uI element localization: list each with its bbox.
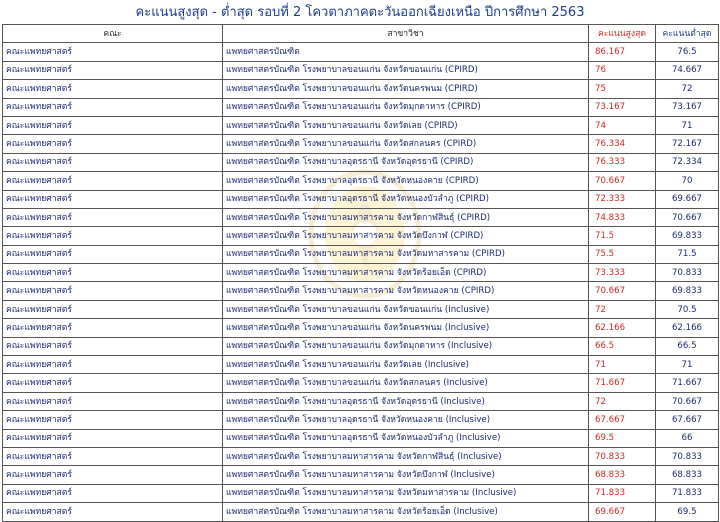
min-score-cell: 70 [656,172,719,190]
table-row [3,245,719,263]
program-cell: แพทยศาสตรบัณฑิต โรงพยาบาลอุดรธานี จังหวัดหนองคาย (Inclusive) [223,411,589,429]
program-cell: แพทยศาสตรบัณฑิต โรงพยาบาลขอนแก่น จังหวัดสกลนคร (CPIRD) [223,135,589,153]
table-row [3,447,719,465]
max-score-cell: 74 [589,116,656,134]
faculty-cell: คณะแพทยศาสตร์ [3,319,223,337]
min-score-cell: 68.833 [656,466,719,484]
faculty-cell: คณะแพทยศาสตร์ [3,43,223,61]
max-score-cell: 75 [589,80,656,98]
faculty-cell: คณะแพทยศาสตร์ [3,153,223,171]
faculty-cell: คณะแพทยศาสตร์ [3,503,223,521]
min-score-cell: 71.5 [656,245,719,263]
program-cell: แพทยศาสตรบัณฑิต โรงพยาบาลมหาสารคาม จังหวัดร้อยเอ็ด (Inclusive) [223,503,589,521]
table-row [3,411,719,429]
faculty-cell: คณะแพทยศาสตร์ [3,282,223,300]
min-score-cell: 74.667 [656,61,719,79]
max-score-cell: 71.667 [589,374,656,392]
min-score-cell: 69.5 [656,503,719,521]
table-row [3,337,719,355]
faculty-cell: คณะแพทยศาสตร์ [3,135,223,153]
faculty-cell: คณะแพทยศาสตร์ [3,447,223,465]
min-score-cell: 62.166 [656,319,719,337]
max-score-cell: 62.166 [589,319,656,337]
faculty-cell: คณะแพทยศาสตร์ [3,172,223,190]
table-row [3,172,719,190]
max-score-cell: 76.333 [589,153,656,171]
max-score-cell: 73.333 [589,264,656,282]
min-score-cell: 70.5 [656,300,719,318]
table-row [3,227,719,245]
program-cell: แพทยศาสตรบัณฑิต โรงพยาบาลขอนแก่น จังหวัดขอนแก่น (CPIRD) [223,61,589,79]
table-row [3,503,719,521]
table-row [3,153,719,171]
table-row [3,61,719,79]
header-faculty: คณะ [3,25,223,43]
table-row [3,392,719,410]
table-row [3,429,719,447]
min-score-cell: 76.5 [656,43,719,61]
max-score-cell: 66.5 [589,337,656,355]
program-cell: แพทยศาสตรบัณฑิต โรงพยาบาลขอนแก่น จังหวัดนครพนม (CPIRD) [223,80,589,98]
table-row [3,116,719,134]
table-row [3,135,719,153]
page-title: คะแนนสูงสุด - ต่ำสุด รอบที่ 2 โควตาภาคตะวันออกเฉียงเหนือ ปีการศึกษา 2563 [135,5,585,20]
min-score-cell: 66.5 [656,337,719,355]
max-score-cell: 70.667 [589,282,656,300]
program-cell: แพทยศาสตรบัณฑิต โรงพยาบาลขอนแก่น จังหวัดมุกดาหาร (CPIRD) [223,98,589,116]
program-cell: แพทยศาสตรบัณฑิต โรงพยาบาลอุดรธานี จังหวัดอุดรธานี (CPIRD) [223,153,589,171]
table-row [3,80,719,98]
max-score-cell: 68.833 [589,466,656,484]
table-row [3,282,719,300]
program-cell: แพทยศาสตรบัณฑิต โรงพยาบาลขอนแก่น จังหวัดเลย (CPIRD) [223,116,589,134]
table-header-row [3,25,719,43]
faculty-cell: คณะแพทยศาสตร์ [3,300,223,318]
min-score-cell: 71.667 [656,374,719,392]
faculty-cell: คณะแพทยศาสตร์ [3,98,223,116]
faculty-cell: คณะแพทยศาสตร์ [3,337,223,355]
max-score-cell: 70.667 [589,172,656,190]
program-cell: แพทยศาสตรบัณฑิต โรงพยาบาลมหาสารคาม จังหวัดมหาสารคาม (Inclusive) [223,484,589,502]
max-score-cell: 75.5 [589,245,656,263]
min-score-cell: 72.334 [656,153,719,171]
program-cell: แพทยศาสตรบัณฑิต โรงพยาบาลอุดรธานี จังหวัดหนองคาย (CPIRD) [223,172,589,190]
program-cell: แพทยศาสตรบัณฑิต [223,43,589,61]
program-cell: แพทยศาสตรบัณฑิต โรงพยาบาลอุดรธานี จังหวัดอุดรธานี (Inclusive) [223,392,589,410]
max-score-cell: 69.5 [589,429,656,447]
program-cell: แพทยศาสตรบัณฑิต โรงพยาบาลมหาสารคาม จังหวัดมหาสารคาม (CPIRD) [223,245,589,263]
program-cell: แพทยศาสตรบัณฑิต โรงพยาบาลมหาสารคาม จังหวัดหนองคาย (CPIRD) [223,282,589,300]
max-score-cell: 73.167 [589,98,656,116]
program-cell: แพทยศาสตรบัณฑิต โรงพยาบาลมหาสารคาม จังหวัดกาฬสินธุ์ (Inclusive) [223,447,589,465]
max-score-cell: 72 [589,392,656,410]
header-max-score: คะแนนสูงสุด [589,25,656,43]
header-program: สาขาวิชา [223,25,589,43]
min-score-cell: 72.167 [656,135,719,153]
faculty-cell: คณะแพทยศาสตร์ [3,484,223,502]
table-row [3,264,719,282]
table-row [3,190,719,208]
faculty-cell: คณะแพทยศาสตร์ [3,116,223,134]
max-score-cell: 72 [589,300,656,318]
program-cell: แพทยศาสตรบัณฑิต โรงพยาบาลมหาสารคาม จังหวัดบึงกาฬ (CPIRD) [223,227,589,245]
table-row [3,208,719,226]
table-row [3,98,719,116]
max-score-cell: 71.5 [589,227,656,245]
table-row [3,43,719,61]
faculty-cell: คณะแพทยศาสตร์ [3,374,223,392]
faculty-cell: คณะแพทยศาสตร์ [3,245,223,263]
min-score-cell: 69.833 [656,282,719,300]
min-score-cell: 69.833 [656,227,719,245]
program-cell: แพทยศาสตรบัณฑิต โรงพยาบาลขอนแก่น จังหวัดนครพนม (Inclusive) [223,319,589,337]
max-score-cell: 69.667 [589,503,656,521]
faculty-cell: คณะแพทยศาสตร์ [3,61,223,79]
header-min-score: คะแนนต่ำสุด [656,25,719,43]
program-cell: แพทยศาสตรบัณฑิต โรงพยาบาลมหาสารคาม จังหวัดกาฬสินธุ์ (CPIRD) [223,208,589,226]
max-score-cell: 76.334 [589,135,656,153]
program-cell: แพทยศาสตรบัณฑิต โรงพยาบาลอุดรธานี จังหวัดหนองบัวลำภู (Inclusive) [223,429,589,447]
min-score-cell: 71 [656,116,719,134]
faculty-cell: คณะแพทยศาสตร์ [3,392,223,410]
program-cell: แพทยศาสตรบัณฑิต โรงพยาบาลมหาสารคาม จังหวัดบึงกาฬ (Inclusive) [223,466,589,484]
score-table [2,24,719,522]
program-cell: แพทยศาสตรบัณฑิต โรงพยาบาลขอนแก่น จังหวัดมุกดาหาร (Inclusive) [223,337,589,355]
max-score-cell: 71.833 [589,484,656,502]
min-score-cell: 70.833 [656,447,719,465]
min-score-cell: 71 [656,356,719,374]
faculty-cell: คณะแพทยศาสตร์ [3,356,223,374]
max-score-cell: 72.333 [589,190,656,208]
min-score-cell: 70.833 [656,264,719,282]
program-cell: แพทยศาสตรบัณฑิต โรงพยาบาลขอนแก่น จังหวัดขอนแก่น (Inclusive) [223,300,589,318]
table-row [3,300,719,318]
min-score-cell: 71.833 [656,484,719,502]
max-score-cell: 67.667 [589,411,656,429]
faculty-cell: คณะแพทยศาสตร์ [3,208,223,226]
program-cell: แพทยศาสตรบัณฑิต โรงพยาบาลมหาสารคาม จังหวัดร้อยเอ็ด (CPIRD) [223,264,589,282]
min-score-cell: 73.167 [656,98,719,116]
faculty-cell: คณะแพทยศาสตร์ [3,190,223,208]
faculty-cell: คณะแพทยศาสตร์ [3,80,223,98]
table-body [3,43,719,521]
table-row [3,356,719,374]
faculty-cell: คณะแพทยศาสตร์ [3,429,223,447]
program-cell: แพทยศาสตรบัณฑิต โรงพยาบาลขอนแก่น จังหวัดสกลนคร (Inclusive) [223,374,589,392]
min-score-cell: 66 [656,429,719,447]
faculty-cell: คณะแพทยศาสตร์ [3,466,223,484]
table-row [3,374,719,392]
max-score-cell: 70.833 [589,447,656,465]
min-score-cell: 70.667 [656,392,719,410]
table-row [3,319,719,337]
max-score-cell: 74.833 [589,208,656,226]
table-row [3,484,719,502]
faculty-cell: คณะแพทยศาสตร์ [3,227,223,245]
min-score-cell: 70.667 [656,208,719,226]
max-score-cell: 86.167 [589,43,656,61]
min-score-cell: 67.667 [656,411,719,429]
faculty-cell: คณะแพทยศาสตร์ [3,264,223,282]
program-cell: แพทยศาสตรบัณฑิต โรงพยาบาลขอนแก่น จังหวัดเลย (Inclusive) [223,356,589,374]
max-score-cell: 76 [589,61,656,79]
program-cell: แพทยศาสตรบัณฑิต โรงพยาบาลอุดรธานี จังหวัดหนองบัวลำภู (CPIRD) [223,190,589,208]
min-score-cell: 69.667 [656,190,719,208]
faculty-cell: คณะแพทยศาสตร์ [3,411,223,429]
max-score-cell: 71 [589,356,656,374]
min-score-cell: 72 [656,80,719,98]
